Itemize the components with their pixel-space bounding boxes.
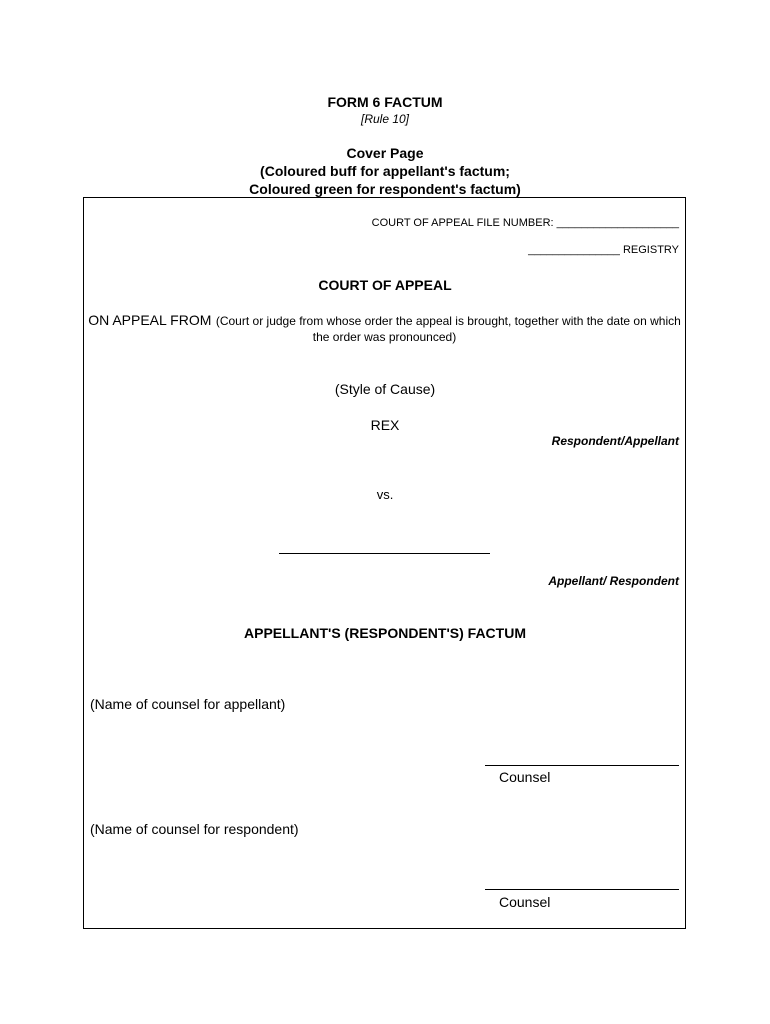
cover-colour-note-appellant: (Coloured buff for appellant's factum;	[260, 163, 510, 179]
counsel-appellant-label: Counsel	[499, 769, 551, 785]
cover-page-title: Cover Page	[346, 145, 424, 161]
second-party-name-line	[279, 553, 490, 554]
appeal-from-detail: (Court or judge from whose order the appeal is brought, together with the date on which the order was pronounced)	[215, 314, 681, 344]
first-party-name: REX	[370, 417, 400, 433]
cover-colour-note-respondent: Coloured green for respondent's factum)	[249, 181, 521, 197]
appeal-from-lead: ON APPEAL FROM	[88, 312, 212, 328]
form-title: FORM 6 FACTUM	[327, 94, 443, 110]
counsel-respondent-signature-line	[485, 889, 679, 890]
counsel-respondent-name: (Name of counsel for respondent)	[90, 821, 299, 837]
cover-page-box	[83, 197, 686, 929]
rule-reference: [Rule 10]	[360, 112, 410, 126]
counsel-appellant-name: (Name of counsel for appellant)	[90, 696, 286, 712]
versus-text: vs.	[376, 487, 394, 502]
court-title: COURT OF APPEAL	[318, 277, 452, 293]
registry-label: _______________ REGISTRY	[528, 244, 679, 256]
court-file-number: COURT OF APPEAL FILE NUMBER: ____________________	[371, 217, 679, 229]
appeal-from-statement	[88, 313, 681, 345]
style-of-cause: (Style of Cause)	[334, 381, 436, 397]
second-party-role: Appellant/ Respondent	[548, 574, 679, 588]
factum-title: APPELLANT'S (RESPONDENT'S) FACTUM	[244, 625, 526, 641]
first-party-role: Respondent/Appellant	[551, 434, 679, 448]
counsel-appellant-signature-line	[485, 765, 679, 766]
counsel-respondent-label: Counsel	[499, 894, 551, 910]
